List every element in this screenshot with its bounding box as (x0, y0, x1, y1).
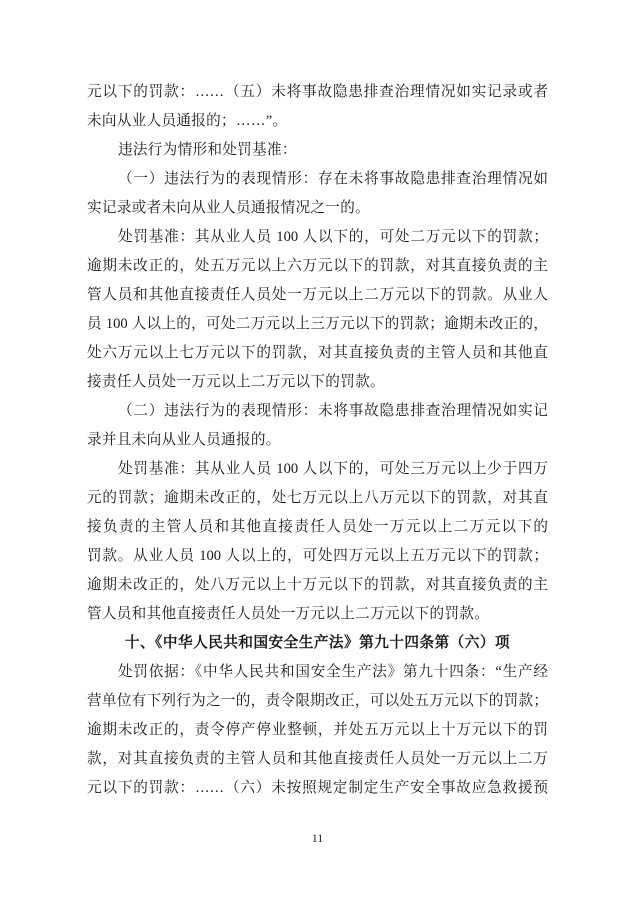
text-line: 处罚基准：其从业人员 100 人以下的，可处三万元以上少于四万 (118, 461, 548, 477)
text-line: 录并且未向从业人员通报的。 (87, 432, 281, 448)
text-line: 管人员和其他直接责任人员处一万元以上二万元以下的罚款。从业人 (87, 287, 548, 303)
text-line: 元的罚款；逾期未改正的，处七万元以上八万元以下的罚款，对其直 (87, 490, 548, 506)
text-line: 违法行为情形和处罚基准： (118, 142, 297, 158)
text-line: 元以下的罚款：……（五）未将事故隐患排查治理情况如实记录或者 (87, 84, 548, 100)
text-line: 未向从业人员通报的；……”。 (87, 113, 288, 129)
text-line: 营单位有下列行为之一的，责令限期改正，可以处五万元以下的罚款； (87, 693, 548, 709)
text-line: 处罚依据：《中华人民共和国安全生产法》第九十四条：“生产经 (118, 664, 548, 680)
text-line: 元以下的罚款：……（六）未按照规定制定生产安全事故应急救援预 (87, 780, 548, 796)
text-line: 逾期未改正的，责令停产停业整顿，并处五万元以上十万元以下的罚 (87, 722, 548, 738)
section-heading: 十、《中华人民共和国安全生产法》第九十四条第（六）项 (124, 635, 511, 651)
text-line: 款，对其直接负责的主管人员和其他直接责任人员处一万元以上二万 (87, 751, 548, 767)
text-line: 逾期未改正的，处五万元以上六万元以下的罚款，对其直接负责的主 (87, 258, 548, 274)
text-line: 接责任人员处一万元以上二万元以下的罚款。 (87, 374, 385, 390)
text-line: （一）违法行为的表现情形：存在未将事故隐患排查治理情况如 (118, 171, 548, 187)
text-line: 员 100 人以上的，可处二万元以上三万元以下的罚款；逾期未改正的， (87, 316, 548, 332)
text-line: （二）违法行为的表现情形：未将事故隐患排查治理情况如实记 (118, 403, 548, 419)
text-line: 处六万元以上七万元以下的罚款，对其直接负责的主管人员和其他直 (87, 345, 548, 361)
document-body (87, 78, 548, 803)
page-number: 11 (311, 831, 324, 845)
text-line: 处罚基准：其从业人员 100 人以下的，可处二万元以下的罚款； (118, 229, 548, 245)
text-line: 接负责的主管人员和其他直接责任人员处一万元以上二万元以下的 (87, 519, 548, 535)
text-line: 实记录或者未向从业人员通报情况之一的。 (87, 200, 370, 216)
text-line: 逾期未改正的，处八万元以上十万元以下的罚款，对其直接负责的主 (87, 577, 548, 593)
text-line: 罚款。从业人员 100 人以上的，可处四万元以上五万元以下的罚款； (87, 548, 548, 564)
text-line: 管人员和其他直接责任人员处一万元以上二万元以下的罚款。 (87, 606, 490, 622)
